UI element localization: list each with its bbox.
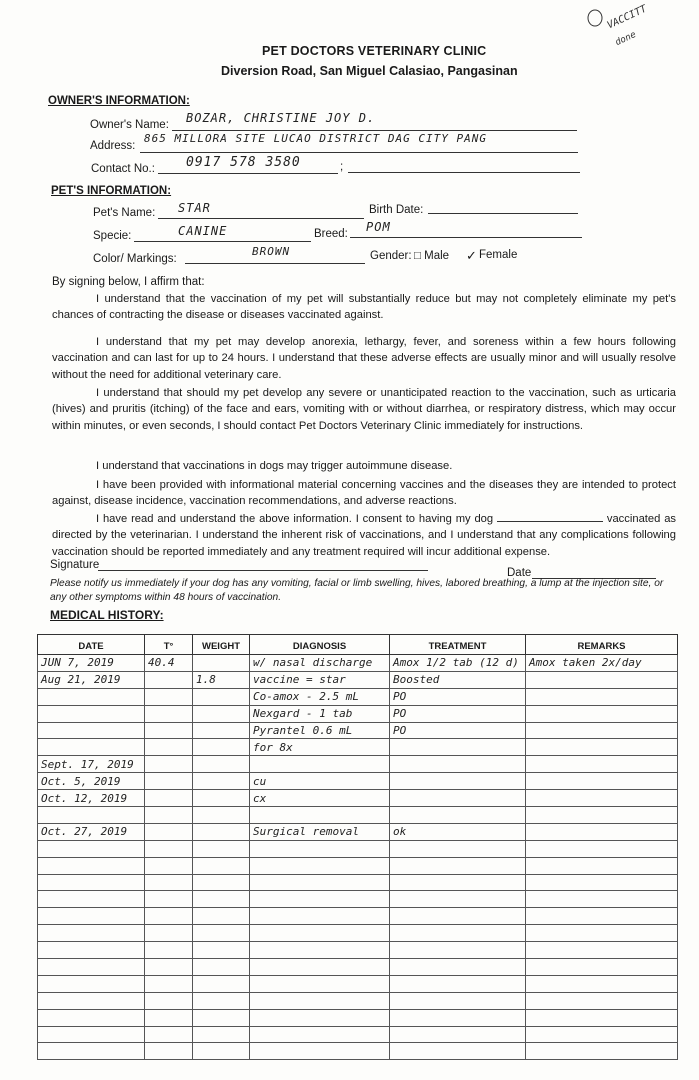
cell-diagnosis[interactable] [250, 857, 390, 874]
table-row [38, 705, 678, 722]
cell-date[interactable] [38, 874, 145, 891]
cell-treatment[interactable] [390, 959, 526, 976]
cell-temp[interactable] [145, 874, 193, 891]
cell-treatment[interactable]: PO [390, 688, 526, 705]
notify-note: Please notify us immediately if your dog has any vomiting, facial or limb swelling, hives, labored breathing, a lump at the injection site, or any other symptoms within 48 hours of vaccination. [50, 578, 664, 603]
cell-temp[interactable] [145, 942, 193, 959]
cell-treatment[interactable] [390, 891, 526, 908]
cell-date[interactable] [38, 688, 145, 705]
cell-temp[interactable] [145, 857, 193, 874]
cell-weight[interactable] [193, 891, 250, 908]
cell-date[interactable] [38, 1009, 145, 1026]
specie-field[interactable]: CANINE [178, 224, 228, 238]
color-markings-line [185, 263, 365, 264]
cell-temp[interactable] [145, 992, 193, 1009]
breed-label: Breed: [314, 228, 348, 240]
table-row [38, 840, 678, 857]
col-header-remarks: REMARKS [526, 635, 678, 655]
cell-diagnosis[interactable] [250, 891, 390, 908]
cell-treatment[interactable] [390, 1026, 526, 1043]
consent-paragraph-4 [52, 458, 676, 474]
consent-paragraph-6b-text: vaccinated as directed by the veterinarian. I understand the inherent risk of vaccinations, and I understand that any complications following vaccination should be reported immediately and any treatment required will incur additional expense. [52, 513, 677, 558]
cell-weight[interactable] [193, 773, 250, 790]
owner-name-field[interactable]: BOZAR, CHRISTINE JOY D. [186, 111, 376, 125]
cell-date[interactable] [38, 975, 145, 992]
owner-section-title: OWNER'S INFORMATION: [48, 95, 190, 107]
cell-date[interactable] [38, 807, 145, 824]
consent-paragraph-3 [52, 385, 676, 434]
clinic-address: Diversion Road, San Miguel Calasiao, Pangasinan [221, 64, 518, 78]
cell-remarks[interactable] [526, 671, 678, 688]
consent-paragraph-4-text: I understand that vaccinations in dogs may trigger autoimmune disease. [96, 460, 453, 472]
cell-weight[interactable] [193, 739, 250, 756]
contact-separator: ; [340, 161, 344, 173]
cell-weight[interactable] [193, 823, 250, 840]
cell-treatment[interactable] [390, 739, 526, 756]
cell-diagnosis[interactable]: w/ nasal discharge [250, 655, 390, 672]
cell-treatment[interactable] [390, 874, 526, 891]
cell-diagnosis[interactable] [250, 908, 390, 925]
cell-diagnosis[interactable] [250, 975, 390, 992]
cell-treatment[interactable] [390, 790, 526, 807]
breed-line [350, 237, 582, 238]
consent-paragraph-1-text: I understand that the vaccination of my pet will substantially reduce but may not completely eliminate my pet's chances of contracting the disease or diseases vaccinated against. [52, 293, 676, 322]
cell-remarks[interactable] [526, 1043, 678, 1060]
cell-remarks[interactable] [526, 992, 678, 1009]
stamp-text-line1: VACCITT [605, 3, 649, 32]
table-row [38, 857, 678, 874]
cell-remarks[interactable] [526, 688, 678, 705]
cell-treatment[interactable]: PO [390, 722, 526, 739]
owner-address-line [140, 152, 578, 153]
table-header-row [38, 635, 678, 655]
cell-weight[interactable] [193, 1009, 250, 1026]
cell-treatment[interactable] [390, 992, 526, 1009]
cell-temp[interactable] [145, 790, 193, 807]
dog-name-blank[interactable] [497, 512, 603, 522]
birth-date-line [428, 213, 578, 214]
gender-male-option[interactable]: □ Male [414, 250, 450, 262]
table-row [38, 1026, 678, 1043]
table-row [38, 756, 678, 773]
cell-temp[interactable]: 40.4 [145, 655, 193, 672]
table-row [38, 739, 678, 756]
cell-treatment[interactable] [390, 908, 526, 925]
contact-line-2 [348, 172, 580, 173]
cell-treatment[interactable] [390, 857, 526, 874]
cell-treatment[interactable] [390, 756, 526, 773]
cell-weight[interactable] [193, 874, 250, 891]
cell-date[interactable] [38, 857, 145, 874]
cell-weight[interactable] [193, 655, 250, 672]
consent-paragraph-2-text: I understand that my pet may develop anorexia, lethargy, fever, and soreness within a few hours following vaccination and can last for up to 24 hours. I understand that these adverse effects are usually minor and will usually resolve without the need for additional veterinary care. [52, 336, 676, 381]
cell-diagnosis[interactable] [250, 1026, 390, 1043]
cell-date[interactable]: Oct. 27, 2019 [38, 823, 145, 840]
cell-weight[interactable] [193, 959, 250, 976]
cell-date[interactable] [38, 959, 145, 976]
cell-date[interactable] [38, 705, 145, 722]
cell-treatment[interactable] [390, 840, 526, 857]
owner-address-field[interactable]: 865 MILLORA SITE LUCAO DISTRICT DAG CITY PANG [144, 132, 488, 145]
cell-weight[interactable] [193, 1043, 250, 1060]
cell-weight[interactable]: 1.8 [193, 671, 250, 688]
table-row [38, 908, 678, 925]
cell-remarks[interactable] [526, 773, 678, 790]
consent-paragraph-2 [52, 334, 676, 383]
cell-treatment[interactable]: Amox 1/2 tab (12 d) [390, 655, 526, 672]
cell-diagnosis[interactable] [250, 1043, 390, 1060]
cell-temp[interactable] [145, 1026, 193, 1043]
cell-temp[interactable] [145, 975, 193, 992]
col-header-treatment: TREATMENT [390, 635, 526, 655]
cell-weight[interactable] [193, 705, 250, 722]
cell-weight[interactable] [193, 942, 250, 959]
medical-history-title: MEDICAL HISTORY: [50, 608, 164, 622]
cell-remarks[interactable] [526, 807, 678, 824]
cell-remarks[interactable]: Amox taken 2x/day [526, 655, 678, 672]
cell-temp[interactable] [145, 807, 193, 824]
cell-weight[interactable] [193, 1026, 250, 1043]
clinic-name: PET DOCTORS VETERINARY CLINIC [262, 44, 487, 58]
cell-diagnosis[interactable] [250, 807, 390, 824]
cell-remarks[interactable] [526, 975, 678, 992]
cell-temp[interactable] [145, 840, 193, 857]
signature-label: Signature [50, 559, 100, 571]
cell-weight[interactable] [193, 790, 250, 807]
cell-diagnosis[interactable] [250, 874, 390, 891]
col-header-temp: T° [145, 635, 193, 655]
cell-diagnosis[interactable] [250, 1009, 390, 1026]
cell-diagnosis[interactable]: Nexgard - 1 tab [250, 705, 390, 722]
cell-diagnosis[interactable] [250, 840, 390, 857]
cell-diagnosis[interactable]: vaccine = star [250, 671, 390, 688]
cell-remarks[interactable] [526, 942, 678, 959]
cell-diagnosis[interactable]: for 8x [250, 739, 390, 756]
cell-remarks[interactable] [526, 840, 678, 857]
cell-diagnosis[interactable]: cu [250, 773, 390, 790]
table-row [38, 925, 678, 942]
cell-date[interactable]: Aug 21, 2019 [38, 671, 145, 688]
cell-temp[interactable] [145, 773, 193, 790]
contact-field[interactable]: 0917 578 3580 [186, 155, 301, 170]
table-row [38, 773, 678, 790]
cell-remarks[interactable] [526, 925, 678, 942]
table-row [38, 942, 678, 959]
cell-remarks[interactable] [526, 722, 678, 739]
owner-name-line [172, 130, 577, 131]
cell-weight[interactable] [193, 975, 250, 992]
table-row [38, 671, 678, 688]
table-row [38, 655, 678, 672]
color-markings-field[interactable]: BROWN [252, 245, 291, 258]
cell-diagnosis[interactable]: Co-amox - 2.5 mL [250, 688, 390, 705]
consent-paragraph-1 [52, 291, 676, 324]
cell-remarks[interactable] [526, 857, 678, 874]
cell-treatment[interactable] [390, 975, 526, 992]
cell-date[interactable]: Sept. 17, 2019 [38, 756, 145, 773]
cell-temp[interactable] [145, 722, 193, 739]
cell-treatment[interactable] [390, 942, 526, 959]
cell-temp[interactable] [145, 756, 193, 773]
cell-date[interactable] [38, 925, 145, 942]
cell-weight[interactable] [193, 908, 250, 925]
cell-diagnosis[interactable]: Pyrantel 0.6 mL [250, 722, 390, 739]
signature-line[interactable] [98, 570, 428, 571]
cell-treatment[interactable]: ok [390, 823, 526, 840]
table-row [38, 975, 678, 992]
specie-label: Specie: [93, 230, 132, 242]
cell-remarks[interactable] [526, 756, 678, 773]
pet-name-line [158, 218, 364, 219]
table-row [38, 959, 678, 976]
cell-remarks[interactable] [526, 874, 678, 891]
color-markings-label: Color/ Markings: [93, 253, 177, 265]
cell-date[interactable] [38, 891, 145, 908]
contact-line-1 [158, 173, 338, 174]
cell-temp[interactable] [145, 688, 193, 705]
cell-date[interactable] [38, 992, 145, 1009]
cell-date[interactable] [38, 1026, 145, 1043]
cell-temp[interactable] [145, 1043, 193, 1060]
cell-remarks[interactable] [526, 891, 678, 908]
cell-treatment[interactable] [390, 807, 526, 824]
consent-paragraph-6a-text: I have read and understand the above information. I consent to having my dog [96, 513, 494, 525]
cell-temp[interactable] [145, 823, 193, 840]
cell-treatment[interactable] [390, 1009, 526, 1026]
col-header-weight: WEIGHT [193, 635, 250, 655]
cell-diagnosis[interactable]: cx [250, 790, 390, 807]
cell-diagnosis[interactable] [250, 959, 390, 976]
cell-weight[interactable] [193, 857, 250, 874]
medical-history-body [38, 655, 678, 1060]
cell-weight[interactable] [193, 840, 250, 857]
cell-treatment[interactable]: PO [390, 705, 526, 722]
cell-treatment[interactable] [390, 773, 526, 790]
date-label: Date [507, 567, 532, 579]
cell-remarks[interactable] [526, 790, 678, 807]
table-row [38, 823, 678, 840]
pet-name-label: Pet's Name: [93, 207, 156, 219]
table-row [38, 874, 678, 891]
col-header-diagnosis: DIAGNOSIS [250, 635, 390, 655]
cell-diagnosis[interactable] [250, 756, 390, 773]
breed-field[interactable]: POM [366, 220, 391, 234]
gender-label: Gender: [370, 250, 412, 262]
cell-remarks[interactable] [526, 705, 678, 722]
cell-date[interactable] [38, 1043, 145, 1060]
cell-temp[interactable] [145, 705, 193, 722]
cell-diagnosis[interactable] [250, 942, 390, 959]
contact-label: Contact No.: [91, 163, 155, 175]
cell-temp[interactable] [145, 671, 193, 688]
cell-diagnosis[interactable] [250, 925, 390, 942]
cell-treatment[interactable] [390, 1043, 526, 1060]
cell-remarks[interactable] [526, 908, 678, 925]
owner-name-label: Owner's Name: [90, 119, 169, 131]
cell-remarks[interactable] [526, 823, 678, 840]
cell-weight[interactable] [193, 688, 250, 705]
consent-paragraph-5 [52, 477, 676, 510]
specie-line [134, 241, 311, 242]
cell-treatment[interactable] [390, 925, 526, 942]
cell-date[interactable] [38, 739, 145, 756]
table-row [38, 1009, 678, 1026]
table-row [38, 1043, 678, 1060]
medical-history-table [37, 634, 678, 1060]
pet-name-field[interactable]: STAR [178, 201, 211, 215]
cell-date[interactable] [38, 942, 145, 959]
cell-weight[interactable] [193, 807, 250, 824]
cell-date[interactable]: Oct. 12, 2019 [38, 790, 145, 807]
cell-temp[interactable] [145, 959, 193, 976]
consent-intro: By signing below, I affirm that: [52, 276, 205, 288]
cell-weight[interactable] [193, 756, 250, 773]
cell-weight[interactable] [193, 925, 250, 942]
cell-weight[interactable] [193, 992, 250, 1009]
cell-date[interactable]: JUN 7, 2019 [38, 655, 145, 672]
cell-temp[interactable] [145, 1009, 193, 1026]
gender-female-checkmark: ✓ [466, 248, 477, 263]
cell-temp[interactable] [145, 925, 193, 942]
birth-date-label: Birth Date: [369, 204, 424, 216]
table-row [38, 790, 678, 807]
cell-temp[interactable] [145, 739, 193, 756]
table-row [38, 688, 678, 705]
pet-section-title: PET'S INFORMATION: [51, 185, 172, 197]
cell-remarks[interactable] [526, 739, 678, 756]
table-row [38, 992, 678, 1009]
col-header-date: DATE [38, 635, 145, 655]
table-row [38, 807, 678, 824]
cell-temp[interactable] [145, 891, 193, 908]
consent-paragraph-6 [52, 511, 676, 560]
gender-female-option[interactable]: Female [479, 249, 518, 261]
cell-date[interactable] [38, 908, 145, 925]
cell-date[interactable]: Oct. 5, 2019 [38, 773, 145, 790]
cell-diagnosis[interactable] [250, 992, 390, 1009]
cell-remarks[interactable] [526, 1009, 678, 1026]
table-row [38, 891, 678, 908]
cell-diagnosis[interactable]: Surgical removal [250, 823, 390, 840]
consent-paragraph-3-text: I understand that should my pet develop any severe or unanticipated reaction to the vaccination, such as urticaria (hives) and pruritis (itching) of the face and ears, vomiting with or without diarrhea, or respiratory distress, which may occur within minutes, or even seconds, I should contact Pet Doctors Veterinary Clinic immediately for instructions. [52, 387, 676, 432]
cell-weight[interactable] [193, 722, 250, 739]
owner-address-label: Address: [90, 140, 136, 152]
cell-date[interactable] [38, 840, 145, 857]
cell-date[interactable] [38, 722, 145, 739]
cell-remarks[interactable] [526, 959, 678, 976]
cell-treatment[interactable]: Boosted [390, 671, 526, 688]
table-row [38, 722, 678, 739]
stamp-text-line2: done [613, 29, 638, 49]
cell-remarks[interactable] [526, 1026, 678, 1043]
cell-temp[interactable] [145, 908, 193, 925]
consent-paragraph-5-text: I have been provided with informational material concerning vaccines and the diseases they are intended to protect against, disease incidence, vaccination recommendations, and adverse reactions. [52, 479, 676, 508]
